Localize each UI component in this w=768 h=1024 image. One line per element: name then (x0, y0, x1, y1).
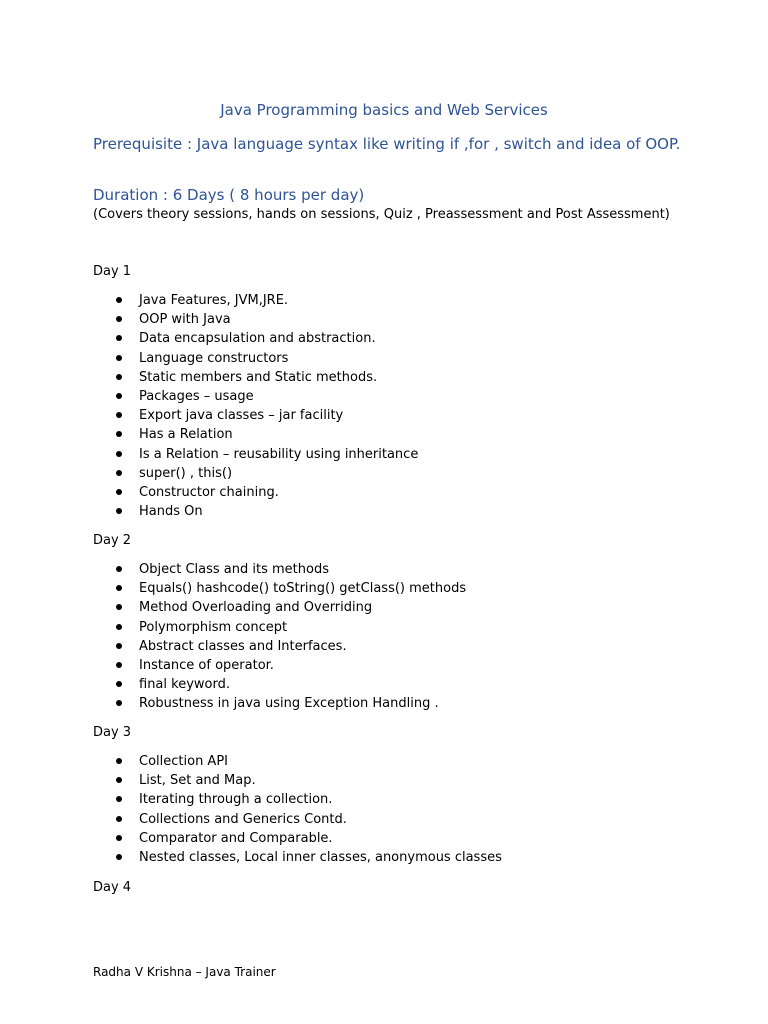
duration-heading: Duration : 6 Days ( 8 hours per day) (93, 186, 365, 204)
list-item: Hands On (93, 503, 653, 522)
day-2-label: Day 2 (93, 533, 132, 548)
list-item: Abstract classes and Interfaces. (93, 638, 653, 657)
list-item: Object Class and its methods (93, 561, 653, 580)
list-item: Data encapsulation and abstraction. (93, 330, 653, 349)
list-item: Iterating through a collection. (93, 791, 653, 810)
day-4-label: Day 4 (93, 880, 132, 895)
list-item: List, Set and Map. (93, 772, 653, 791)
list-item: Collections and Generics Contd. (93, 811, 653, 830)
list-item: Java Features, JVM,JRE. (93, 292, 653, 311)
list-item: Static members and Static methods. (93, 369, 653, 388)
list-item: Collection API (93, 753, 653, 772)
day-2-topic-list (93, 561, 653, 715)
list-item: Language constructors (93, 350, 653, 369)
list-item: Comparator and Comparable. (93, 830, 653, 849)
list-item: Export java classes – jar facility (93, 407, 653, 426)
list-item: Has a Relation (93, 426, 653, 445)
list-item: Method Overloading and Overriding (93, 599, 653, 618)
day-1-label: Day 1 (93, 264, 132, 279)
prerequisite-heading: Prerequisite : Java language syntax like writing if ,for , switch and idea of OOP. (93, 135, 681, 153)
list-item: Robustness in java using Exception Handling . (93, 695, 653, 714)
list-item: Nested classes, Local inner classes, anonymous classes (93, 849, 653, 868)
list-item: final keyword. (93, 676, 653, 695)
list-item: Packages – usage (93, 388, 653, 407)
list-item: OOP with Java (93, 311, 653, 330)
day-3-topic-list (93, 753, 653, 868)
list-item: Polymorphism concept (93, 619, 653, 638)
page-footer: Radha V Krishna – Java Trainer (93, 965, 276, 979)
list-item: Constructor chaining. (93, 484, 653, 503)
day-3-label: Day 3 (93, 725, 132, 740)
day-1-topic-list (93, 292, 653, 522)
list-item: Equals() hashcode() toString() getClass() methods (93, 580, 653, 599)
list-item: Instance of operator. (93, 657, 653, 676)
list-item: super() , this() (93, 465, 653, 484)
list-item: Is a Relation – reusability using inheritance (93, 446, 653, 465)
document-title: Java Programming basics and Web Services (220, 101, 548, 119)
covers-note: (Covers theory sessions, hands on sessions, Quiz , Preassessment and Post Assessment) (93, 207, 670, 222)
